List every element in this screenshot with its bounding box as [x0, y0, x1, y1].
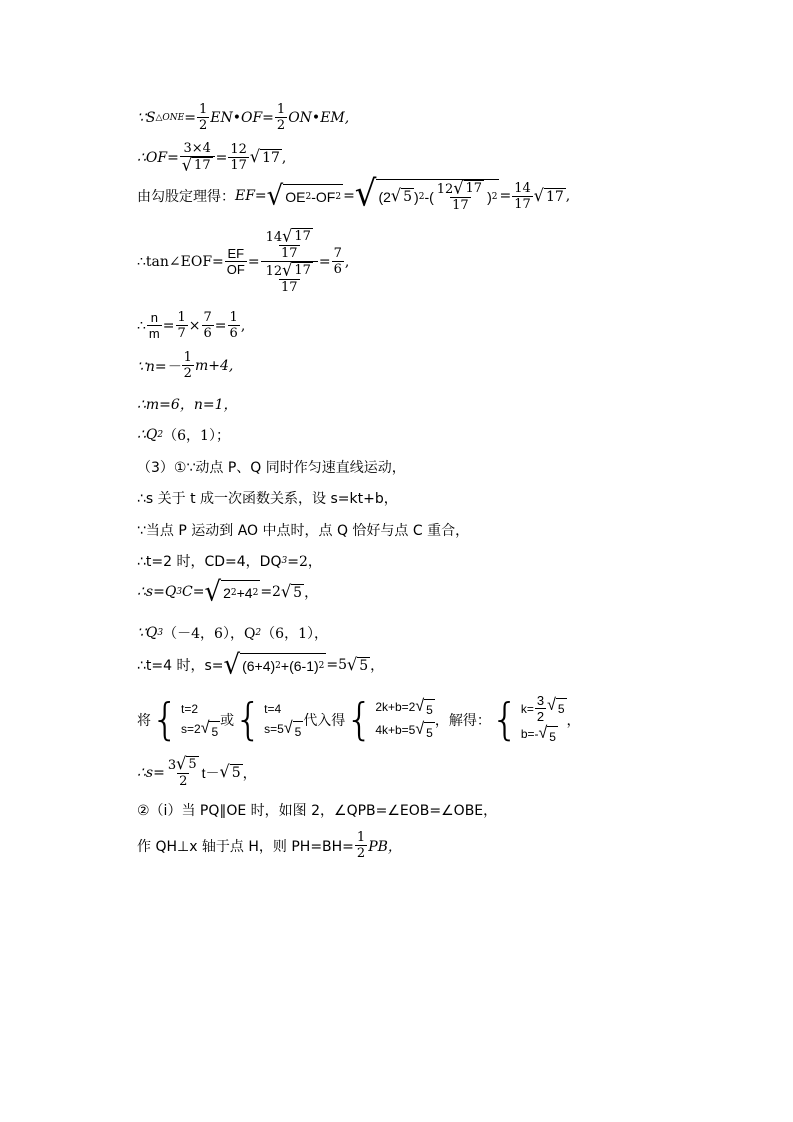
line-18: ②（i）当 PQ∥OE 时，如图 2，∠QPB=∠EOB=∠OBE， — [137, 803, 498, 819]
line-15: ∴t=4 时，s= √ (6+4) 2 +(6-1) 2 =5 √ 5 ， — [137, 649, 385, 681]
line-5: ∴ $\frac{n}{m}$ = $\frac{1}{7}$ × $\frac{7}{6}$ = $\frac{1}{6}$ , — [137, 310, 246, 341]
line-8: ∴Q 2 （6，1）； — [137, 427, 230, 444]
line-6: ∵n=－ $\frac{1}{2}$ m+4, — [137, 350, 234, 381]
line-17: ∴s= 3 √ 5 2 t－ √ 5 ， — [137, 753, 257, 789]
line-11: ∵当点 P 运动到 AO 中点时，点 Q 恰好与点 C 重合， — [137, 523, 470, 539]
line-14: ∵Q 3 （－4，6），Q 2 （6，1）， — [137, 625, 328, 642]
line-7: ∴m=6，n=1， — [137, 397, 238, 413]
line-10: ∴s 关于 t 成一次函数关系，设 s=kt+b， — [137, 491, 398, 507]
line-2: ∴OF= 3×4 √ 17 = $\frac{12}{17}$ √ 17 , — [137, 141, 287, 175]
line-13: ∴s=Q 3 C= √ 2 2 +4 2 =2 √ 5 ， — [137, 576, 319, 608]
line-12: ∴t=2 时，CD=4，DQ 3 =2， — [137, 554, 322, 570]
line-9: （3）①∵动点 P、Q 同时作匀速直线运动， — [137, 460, 406, 476]
line-16: 将 { t=2 s=2 √ 5 或 { t=4 s=5 √ 5 代入得 { 2k+b=2 √ 5 4k+b=5 √ 5 ，解得： { k= $\frac{3}{2}$ √ 5 b=- √ 5 ， — [137, 693, 581, 745]
line-4: ∴tan∠EOF= $\frac{EF}{OF}$ = 14 √ 17 17 12 √ 17 17 = $\frac{7}{6}$ , — [137, 225, 350, 295]
line-19: 作 QH⊥x 轴于点 H，则 PH=BH= $\frac{1}{2}$ PB， — [137, 830, 402, 861]
line-3: 由勾股定理得： EF= √ OE 2 -OF 2 = √ (2 √ 5 ) 2 -( 12 √ 17 17 ) 2 = $\frac{14}{17}$ √ 17 , — [137, 172, 571, 215]
line-1: ∵S △ONE = $\frac{1}{2}$ EN•OF= $\frac{1}{2}$ ON•EM, — [137, 102, 350, 133]
